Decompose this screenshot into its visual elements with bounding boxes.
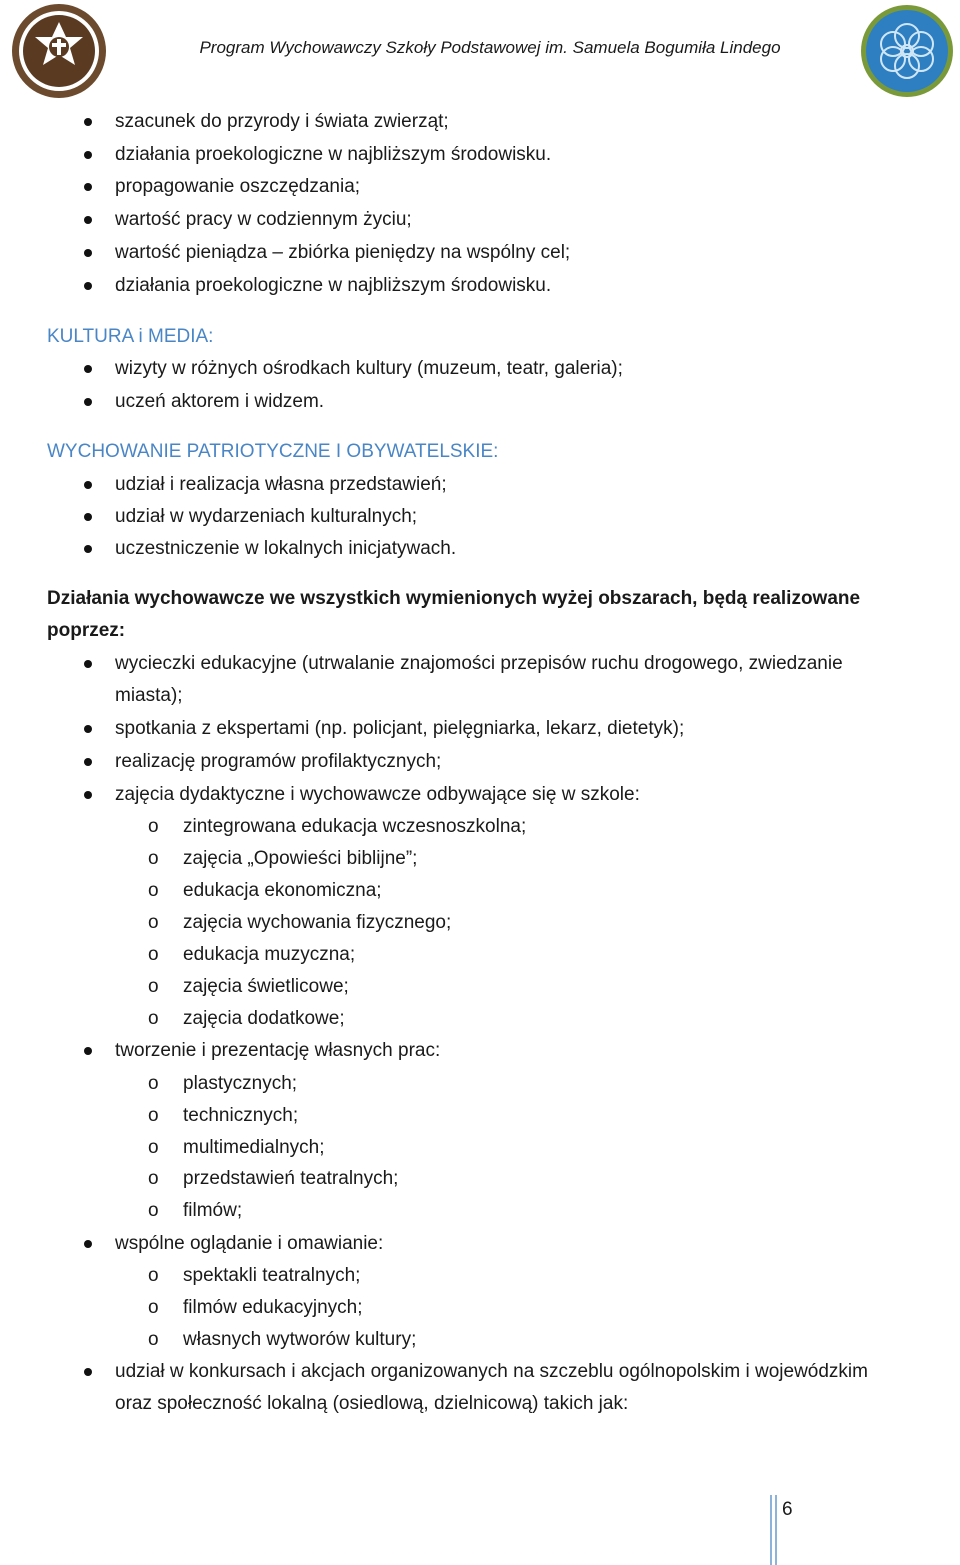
sub-bullet-icon: o: [148, 816, 159, 837]
page-rule: [770, 1495, 772, 1565]
list-item: szacunek do przyrody i świata zwierząt;: [115, 111, 449, 132]
list-item-continuation: oraz społeczność lokalną (osiedlową, dzielnicową) takich jak:: [115, 1393, 629, 1414]
sub-bullet-icon: o: [148, 1137, 159, 1158]
bullet-icon: [84, 791, 92, 799]
header-title: Program Wychowawczy Szkoły Podstawowej im. Samuela Bogumiła Lindego: [199, 38, 781, 57]
sub-bullet-icon: o: [148, 880, 159, 901]
sub-bullet-icon: o: [148, 1265, 159, 1286]
sub-bullet-icon: o: [148, 944, 159, 965]
list-item: wycieczki edukacyjne (utrwalanie znajomości przepisów ruchu drogowego, zwiedzanie: [115, 653, 843, 674]
sub-list-item: filmów;: [183, 1200, 243, 1221]
sub-list-item: filmów edukacyjnych;: [183, 1297, 363, 1318]
list-item: działania proekologiczne w najbliższym środowisku.: [115, 275, 552, 296]
sub-list-item: przedstawień teatralnych;: [183, 1168, 399, 1189]
bullet-icon: [84, 151, 92, 159]
sub-list-item: edukacja muzyczna;: [183, 944, 356, 965]
flower-logo: [858, 3, 956, 99]
list-item: udział i realizacja własna przedstawień;: [115, 474, 447, 495]
page-number: 6: [782, 1499, 793, 1520]
sub-list-item: technicznych;: [183, 1105, 299, 1126]
list-item: wartość pracy w codziennym życiu;: [115, 209, 412, 230]
page-rule: [775, 1495, 777, 1565]
sub-bullet-icon: o: [148, 1297, 159, 1318]
sub-list-item: plastycznych;: [183, 1073, 298, 1094]
bullet-icon: [84, 725, 92, 733]
list-item: wizyty w różnych ośrodkach kultury (muzeum, teatr, galeria);: [115, 358, 623, 379]
list-item: wartość pieniądza – zbiórka pieniędzy na wspólny cel;: [115, 242, 571, 263]
bullet-icon: [84, 249, 92, 257]
list-item-continuation: miasta);: [115, 685, 183, 706]
list-item: udział w konkursach i akcjach organizowanych na szczeblu ogólnopolskim i wojewódzkim: [115, 1361, 868, 1382]
school-emblem-logo: [6, 2, 112, 100]
bullet-icon: [84, 183, 92, 191]
sub-list-item: zajęcia świetlicowe;: [183, 976, 349, 997]
list-item: uczestniczenie w lokalnych inicjatywach.: [115, 538, 457, 559]
sub-bullet-icon: o: [148, 1105, 159, 1126]
bullet-icon: [84, 282, 92, 290]
list-item: wspólne oglądanie i omawianie:: [115, 1233, 384, 1254]
sub-list-item: zajęcia dodatkowe;: [183, 1008, 345, 1029]
bullet-icon: [84, 481, 92, 489]
sub-list-item: multimedialnych;: [183, 1137, 325, 1158]
sub-list-item: zintegrowana edukacja wczesnoszkolna;: [183, 816, 527, 837]
sub-list-item: własnych wytworów kultury;: [183, 1329, 417, 1350]
bold-paragraph-line: poprzez:: [47, 620, 126, 641]
list-item: spotkania z ekspertami (np. policjant, pielęgniarka, lekarz, dietetyk);: [115, 718, 685, 739]
sub-bullet-icon: o: [148, 1200, 159, 1221]
list-item: realizację programów profilaktycznych;: [115, 751, 442, 772]
bullet-icon: [84, 216, 92, 224]
sub-bullet-icon: o: [148, 976, 159, 997]
sub-bullet-icon: o: [148, 848, 159, 869]
sub-list-item: zajęcia „Opowieści biblijne”;: [183, 848, 418, 869]
sub-bullet-icon: o: [148, 1073, 159, 1094]
bullet-icon: [84, 660, 92, 668]
sub-bullet-icon: o: [148, 912, 159, 933]
bold-paragraph-line: Działania wychowawcze we wszystkich wymienionych wyżej obszarach, będą realizowane: [47, 588, 861, 609]
list-item: propagowanie oszczędzania;: [115, 176, 361, 197]
bullet-icon: [84, 1047, 92, 1055]
list-item: tworzenie i prezentację własnych prac:: [115, 1040, 441, 1061]
list-item: udział w wydarzeniach kulturalnych;: [115, 506, 418, 527]
bullet-icon: [84, 1368, 92, 1376]
bullet-icon: [84, 398, 92, 406]
bullet-icon: [84, 365, 92, 373]
bullet-icon: [84, 513, 92, 521]
list-item: zajęcia dydaktyczne i wychowawcze odbywające się w szkole:: [115, 784, 640, 805]
list-item: działania proekologiczne w najbliższym środowisku.: [115, 144, 552, 165]
sub-bullet-icon: o: [148, 1168, 159, 1189]
bullet-icon: [84, 545, 92, 553]
bullet-icon: [84, 1240, 92, 1248]
sub-bullet-icon: o: [148, 1329, 159, 1350]
bullet-icon: [84, 758, 92, 766]
section-heading-kultura: KULTURA i MEDIA:: [47, 326, 214, 347]
bullet-icon: [84, 118, 92, 126]
section-heading-patriotyczne: WYCHOWANIE PATRIOTYCZNE I OBYWATELSKIE:: [47, 441, 499, 462]
sub-list-item: zajęcia wychowania fizycznego;: [183, 912, 452, 933]
sub-list-item: spektakli teatralnych;: [183, 1265, 361, 1286]
sub-bullet-icon: o: [148, 1008, 159, 1029]
list-item: uczeń aktorem i widzem.: [115, 391, 325, 412]
sub-list-item: edukacja ekonomiczna;: [183, 880, 382, 901]
